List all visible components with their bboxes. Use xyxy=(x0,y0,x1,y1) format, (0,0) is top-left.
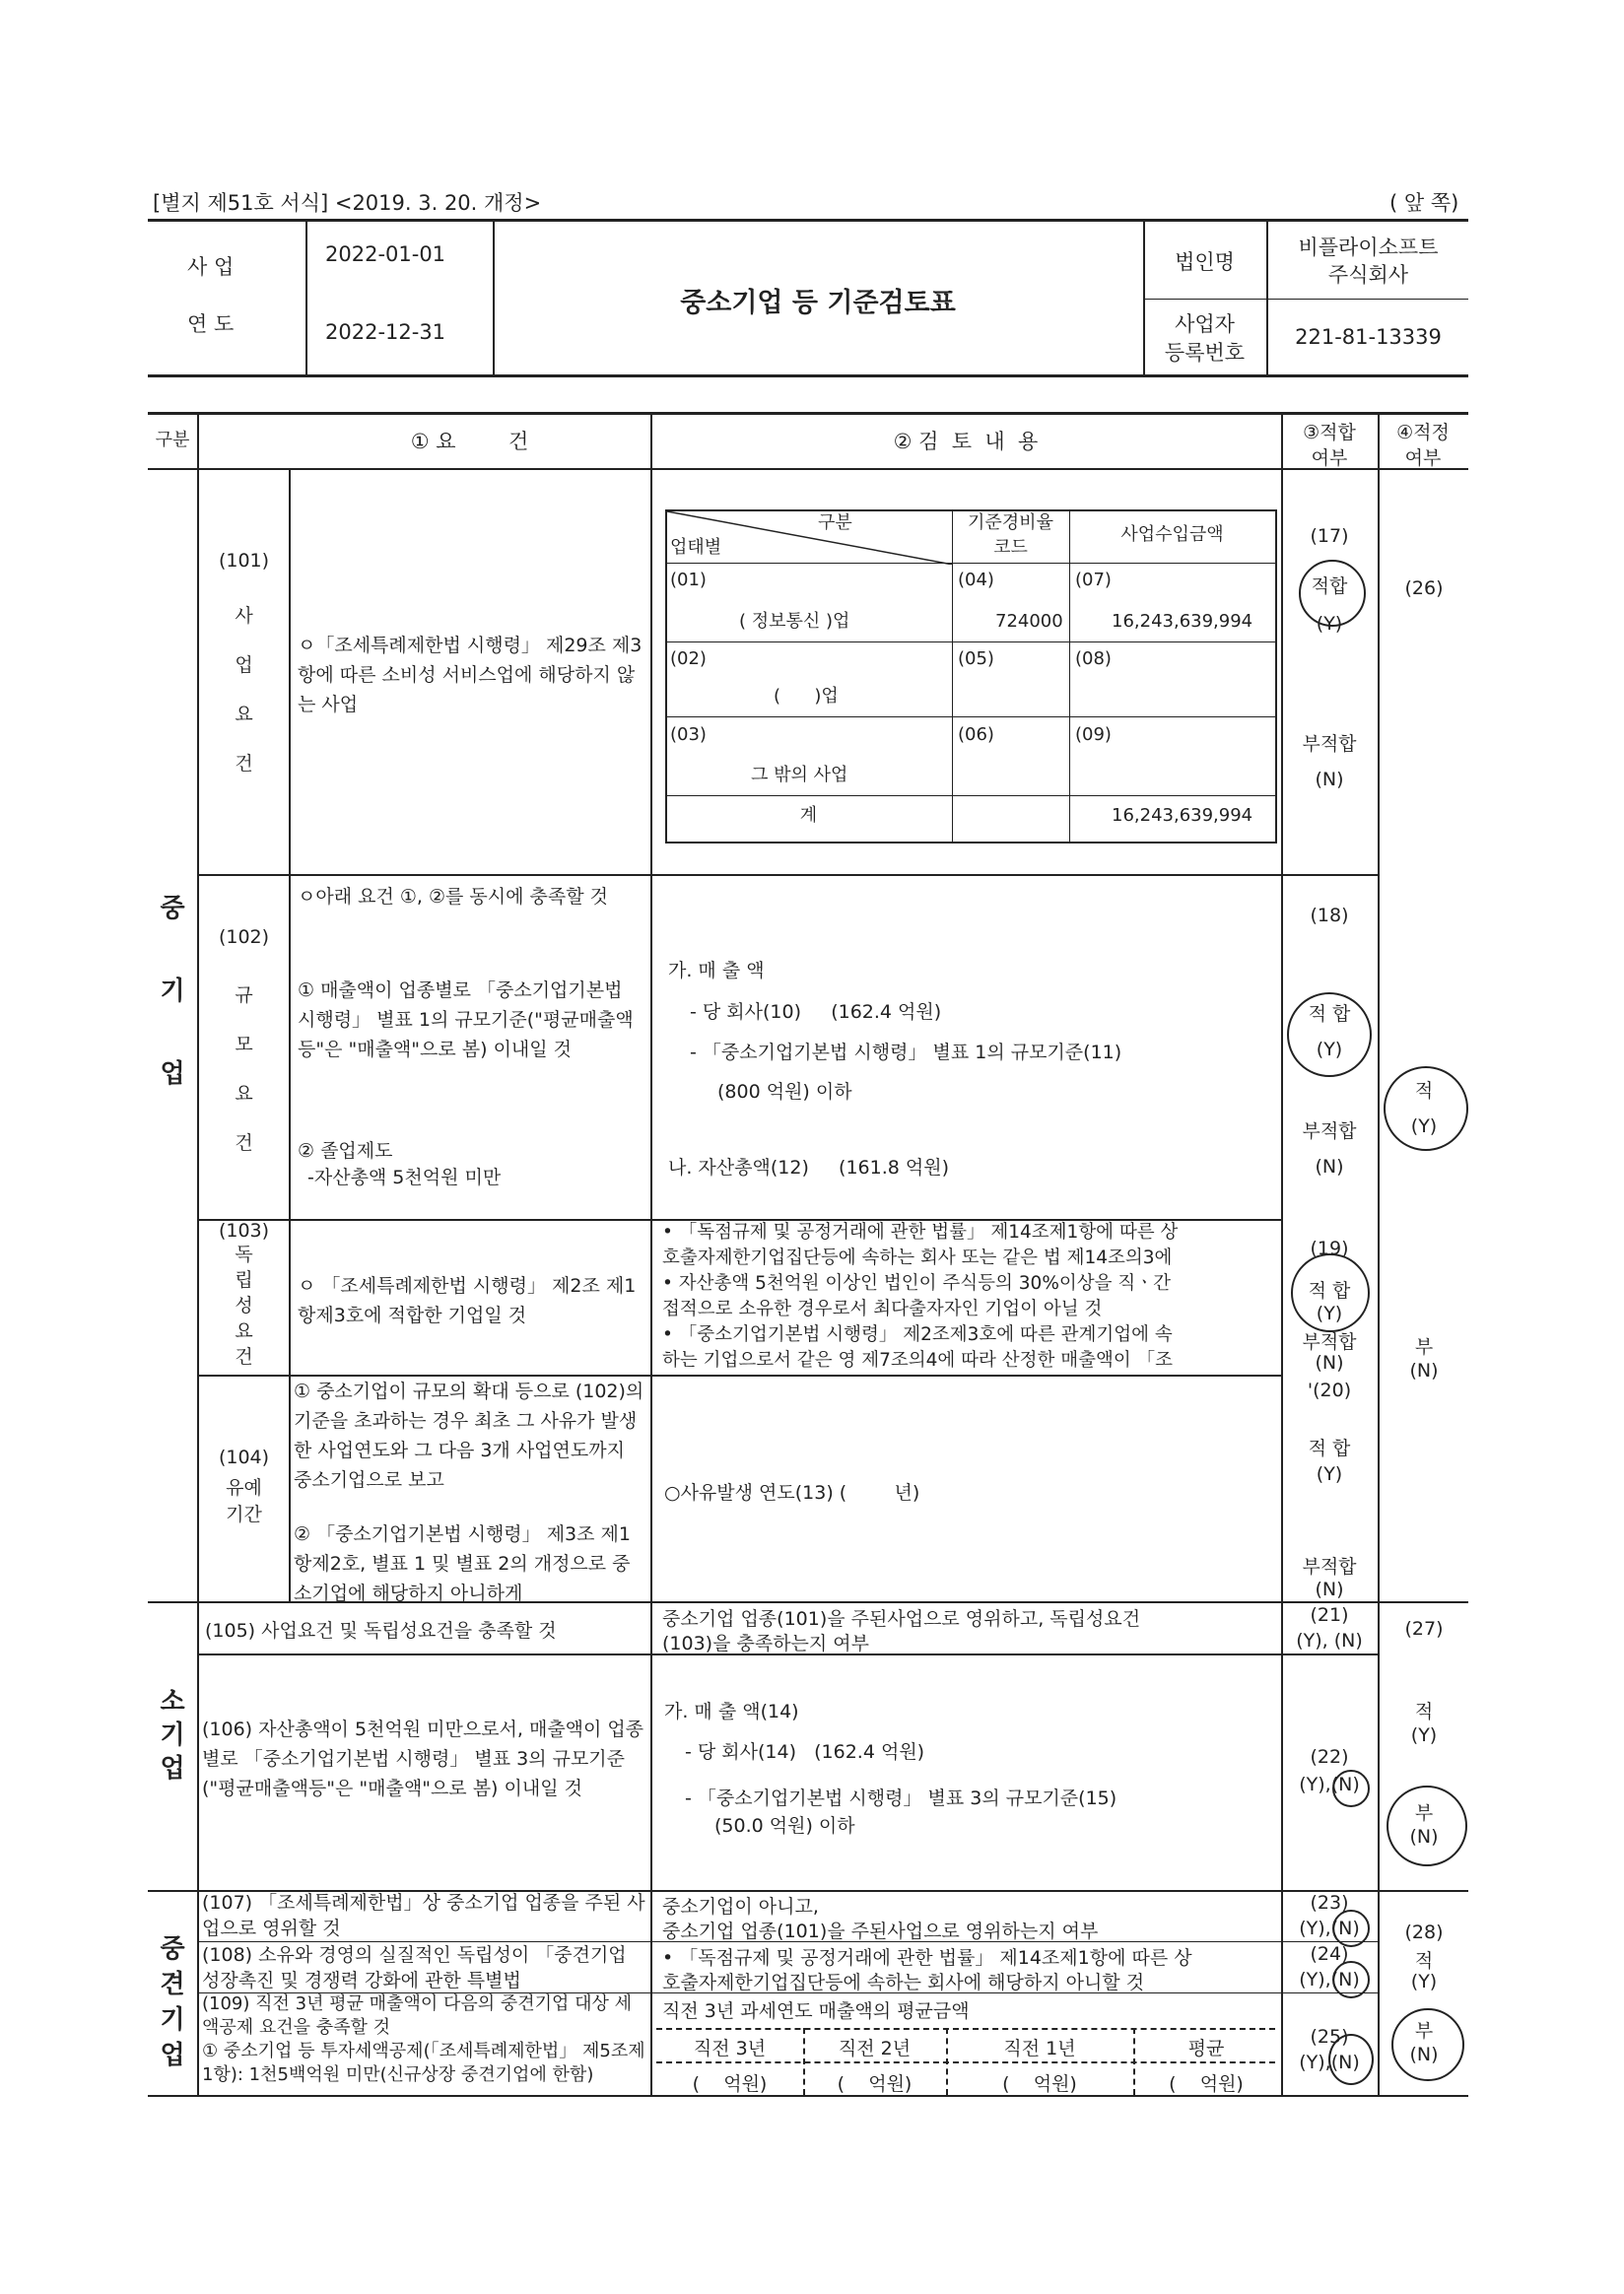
row104-fit-no-1: 부적합 xyxy=(1302,1556,1357,1578)
row105-fit-1: (21) xyxy=(1310,1604,1349,1626)
row101-proper-no: (26) xyxy=(1404,577,1444,599)
row103-rev-2: 호출자제한기업집단등에 속하는 회사 또는 같은 법 제14조의3에 xyxy=(662,1248,1173,1268)
row108-rev-2: 호출자제한기업집단등에 속하는 회사에 해당하지 아니할 것 xyxy=(662,1972,1145,1993)
inner-h-amount: 사업수입금액 xyxy=(1120,524,1224,545)
row104-req-2: ② 「중소기업기본법 시행령」 제3조 제1항제2호, 별표 1 및 별표 2의 개정으로 중소기업에 해당하지 아니하게 xyxy=(294,1523,631,1604)
row109-val-4: ( 억원) xyxy=(1169,2073,1244,2095)
row102-fit-yes-1: 적 합 xyxy=(1308,1003,1351,1025)
group-sme-char-3: 업 xyxy=(160,1059,185,1089)
row106-proper-n1: 부 xyxy=(1414,1802,1434,1824)
period-start: 2022-01-01 xyxy=(325,242,446,266)
mid-proper-num: (28) xyxy=(1404,1922,1444,1943)
row109-rev-title: 직전 3년 과세연도 매출액의 평균금액 xyxy=(662,2000,970,2022)
row105-requirement: (105) 사업요건 및 독립성요건을 충족할 것 xyxy=(205,1620,557,1642)
row102-req-2b: -자산총액 5천억원 미만 xyxy=(307,1167,502,1188)
inner-row-2 xyxy=(665,716,1275,717)
row104-fit-yes-1: 적 합 xyxy=(1308,1438,1351,1459)
group-label-small xyxy=(148,1685,197,1786)
col-header-proper-1: ④적정 xyxy=(1396,422,1450,443)
row108-rev-1: • 「독점규제 및 공정거래에 관한 법률」 제14조제1항에 따른 상 xyxy=(662,1947,1192,1969)
inner-row2-name: ( )업 xyxy=(774,686,839,707)
col-header-bottom xyxy=(148,468,1468,470)
group-label-sme xyxy=(148,887,197,1135)
reg-label-2: 등록번호 xyxy=(1164,341,1246,365)
row101-name-char-2: 업 xyxy=(235,654,253,676)
row101-fit-no-1: 부적합 xyxy=(1302,733,1357,755)
row107-rev-2: 중소기업 업종(101)을 주된사업으로 영위하는지 여부 xyxy=(662,1921,1099,1942)
row102-req-2a: ② 졸업제도 xyxy=(298,1140,393,1162)
row103-rev-4: 접적으로 소유한 경우로서 최다출자자인 기업이 아닐 것 xyxy=(662,1299,1103,1319)
row106-fit-1: (22) xyxy=(1310,1746,1349,1768)
row102-req-intro: ㅇ아래 요건 ①, ②를 동시에 충족할 것 xyxy=(298,886,608,908)
row102-num: (102) xyxy=(218,926,270,948)
row107-fit-n-circle xyxy=(1332,1910,1370,1947)
col-header-review: ② 검 토 내 용 xyxy=(893,430,1039,453)
group-mid-char-4: 업 xyxy=(160,2041,185,2070)
row109-dash-mid xyxy=(656,2061,1275,2063)
group-mid-char-3: 기 xyxy=(160,2005,185,2035)
group-mid-char-1: 중 xyxy=(160,1934,185,1964)
header-bottom-border xyxy=(148,374,1468,377)
row107-fit-1: (23) xyxy=(1310,1892,1349,1914)
row103-name-char-4: 요 xyxy=(235,1320,253,1342)
year-label-1: 사 업 xyxy=(187,255,235,279)
row103-rev-6: 하는 기업으로서 같은 영 제7조의4에 따라 산정한 매출액이 「조 xyxy=(662,1350,1173,1371)
row106-rev-a2: - 「중소기업기본법 시행령」 별표 3의 규모기준(15) xyxy=(685,1788,1117,1809)
row104-name-1: 유예 xyxy=(226,1477,262,1499)
row108-fit-n-circle xyxy=(1332,1961,1370,1998)
row102-rev-b: 나. 자산총액(12) (161.8 억원) xyxy=(668,1157,950,1179)
row103-name-char-1: 독 xyxy=(235,1244,253,1265)
row103-name xyxy=(199,1242,289,1370)
row109-fit-n-circle xyxy=(1328,2034,1374,2085)
row104-fit-yes-2: (Y) xyxy=(1316,1463,1343,1485)
row103-proper-1: 부 xyxy=(1414,1336,1434,1358)
row103-rev-1: • 「독점규제 및 공정거래에 관한 법률」 제14조제1항에 따른 상 xyxy=(662,1222,1179,1243)
reg-label-1: 사업자 xyxy=(1175,312,1235,336)
col-header-fit-1: ③적합 xyxy=(1303,422,1356,443)
row106-fit-2: (Y),(N) xyxy=(1299,1774,1360,1795)
row107-requirement: (107) 「조세특례제한법」상 중소기업 업종을 주된 사업으로 영위할 것 xyxy=(202,1892,645,1939)
row102-name-char-2: 모 xyxy=(235,1034,253,1055)
inner-row1-amt: 16,243,639,994 xyxy=(1112,611,1253,632)
row108-fit-1: (24) xyxy=(1310,1943,1349,1965)
year-label-2: 연 도 xyxy=(187,312,235,336)
row109-req-1: (109) 직전 3년 평균 매출액이 다음의 중견기업 대상 세액공제 요건을 충족할 것 xyxy=(202,1993,632,2038)
row-line-101-102 xyxy=(197,874,1380,876)
corp-name-1: 비플라이소프트 xyxy=(1298,236,1439,259)
inner-row3-amt-no: (09) xyxy=(1075,724,1112,745)
corp-name-2: 주식회사 xyxy=(1327,263,1409,287)
reg-number: 221-81-13339 xyxy=(1295,325,1442,349)
group-small-char-2: 기 xyxy=(160,1720,185,1750)
mid-proper-y2: (Y) xyxy=(1410,1971,1438,1992)
row102-rev-a1: - 당 회사(10) (162.4 억원) xyxy=(690,1001,942,1023)
row109-col-2: 직전 2년 xyxy=(838,2038,912,2059)
row109-req-2: ① 중소기업 등 투자세액공제(「조세특례제한법」 제5조제1항): 1천5백억원 미만(신규상장 중견기업에 한함) xyxy=(202,2041,645,2085)
corp-label: 법인명 xyxy=(1175,250,1235,274)
row103-name-char-3: 성 xyxy=(235,1295,253,1316)
row106-rev-a1: - 당 회사(14) (162.4 억원) xyxy=(685,1741,925,1763)
row109-val-3: ( 억원) xyxy=(1002,2073,1077,2095)
inner-row2-amt-no: (08) xyxy=(1075,648,1112,669)
row104-req-1: ① 중소기업이 규모의 확대 등으로 (102)의 기준을 초과하는 경우 최초 그 사유가 발생한 사업연도와 그 다음 3개 사업연도까지 중소기업으로 보고 xyxy=(294,1381,644,1491)
inner-row1-no: (01) xyxy=(670,570,707,590)
row103-num: (103) xyxy=(218,1220,270,1242)
col-line-req xyxy=(650,412,652,2097)
row109-col-1: 직전 3년 xyxy=(693,2038,767,2059)
row104-num: (104) xyxy=(218,1447,270,1468)
group-sme-char-1: 중 xyxy=(160,894,185,923)
inner-row-h xyxy=(665,563,1275,564)
group-small-char-1: 소 xyxy=(160,1687,185,1717)
row103-requirement: ㅇ 「조세특례제한법 시행령」 제2조 제1항제3호에 적합한 기업일 것 xyxy=(298,1275,637,1326)
row105-rev-2: (103)을 충족하는지 여부 xyxy=(662,1633,870,1654)
row106-proper-y1: 적 xyxy=(1414,1701,1434,1722)
row103-fit-no-2: (N) xyxy=(1315,1352,1344,1374)
inner-row2-no: (02) xyxy=(670,648,707,669)
inner-h-type: 업태별 xyxy=(670,537,722,558)
row103-review xyxy=(662,1220,1278,1374)
header-mid-line xyxy=(1143,299,1468,300)
row109-dash-top xyxy=(656,2028,1275,2030)
row103-fit-no: (19) xyxy=(1310,1238,1349,1259)
row106-rev-a: 가. 매 출 액(14) xyxy=(664,1701,799,1722)
main-top-border xyxy=(148,412,1468,415)
row102-name-char-1: 규 xyxy=(235,984,253,1006)
row101-fit-yes-2: (Y) xyxy=(1316,613,1343,635)
row102-rev-a2: - 「중소기업기본법 시행령」 별표 1의 규모기준(11) xyxy=(690,1042,1122,1063)
col-header-proper-2: 여부 xyxy=(1404,447,1442,469)
col-header-requirement: ① 요 건 xyxy=(410,430,529,453)
row102-name-char-3: 요 xyxy=(235,1083,253,1105)
page-side-label: ( 앞 쪽) xyxy=(1389,191,1459,215)
group-mid-char-2: 견 xyxy=(160,1970,185,1999)
row108-requirement: (108) 소유와 경영의 실질적인 독립성이 「중견기업 성장촉진 및 경쟁력 강화에 관한 특별법 xyxy=(202,1944,627,1991)
row108-fit-2: (Y),(N) xyxy=(1299,1969,1360,1990)
row104-review: ○사유발생 연도(13) ( 년) xyxy=(664,1482,920,1504)
row102-name-char-4: 건 xyxy=(235,1132,253,1154)
inner-col-2 xyxy=(1069,509,1070,843)
row106-requirement: (106) 자산총액이 5천억원 미만으로서, 매출액이 업종별로 「중소기업기본법 시행령」 별표 3의 규모기준("평균매출액등"은 "매출액"으로 봄) 이내일 것 xyxy=(202,1719,644,1799)
period-end: 2022-12-31 xyxy=(325,320,446,344)
inner-row3-name: 그 밖의 사업 xyxy=(751,765,848,785)
row103-name-char-2: 립 xyxy=(235,1269,253,1291)
row105-fit-2: (Y), (N) xyxy=(1296,1630,1363,1652)
row105-rev-1: 중소기업 업종(101)을 주된사업으로 영위하고, 독립성요건 xyxy=(662,1608,1141,1630)
row102-proper-1: 적 xyxy=(1414,1080,1434,1102)
row102-fit-yes-2: (Y) xyxy=(1316,1039,1343,1060)
row109-val-2: ( 억원) xyxy=(837,2073,913,2095)
mid-proper-n2: (N) xyxy=(1409,2044,1439,2065)
row109-fit-2: (Y),(N) xyxy=(1299,2052,1360,2073)
row102-fit-no-1: 부적합 xyxy=(1302,1120,1357,1142)
inner-h-code-2: 코드 xyxy=(993,537,1028,558)
inner-h-code-1: 기준경비율 xyxy=(968,512,1053,533)
mid-proper-y1: 적 xyxy=(1414,1950,1434,1972)
row102-fit-no: (18) xyxy=(1310,905,1349,926)
row103-proper-2: (N) xyxy=(1409,1360,1439,1382)
row102-rev-a: 가. 매 출 액 xyxy=(668,960,765,981)
inner-row1-code: 724000 xyxy=(995,611,1063,632)
col-line-name xyxy=(289,468,291,1601)
row101-name-char-4: 건 xyxy=(235,753,253,775)
form-title: 중소기업 등 기준검토표 xyxy=(680,288,956,318)
row101-name xyxy=(199,591,289,788)
row101-fit-no: (17) xyxy=(1310,525,1349,547)
inner-total-amt: 16,243,639,994 xyxy=(1112,805,1253,826)
row107-rev-1: 중소기업이 아니고, xyxy=(662,1896,819,1918)
top-border xyxy=(148,219,1468,222)
row101-num: (101) xyxy=(218,550,270,572)
row102-name xyxy=(199,971,289,1168)
group-small-char-3: 업 xyxy=(160,1754,185,1784)
inner-row3-no: (03) xyxy=(670,724,707,745)
row106-proper-y2: (Y) xyxy=(1410,1724,1438,1746)
row101-name-char-1: 사 xyxy=(235,605,253,627)
col-header-category: 구분 xyxy=(155,430,190,450)
row103-fit-yes-1: 적 합 xyxy=(1308,1280,1351,1302)
row102-rev-a3: (800 억원) 이하 xyxy=(717,1081,852,1103)
row104-fit-no: '(20) xyxy=(1307,1380,1352,1401)
row109-col-4: 평균 xyxy=(1187,2038,1225,2059)
row103-name-char-5: 건 xyxy=(235,1346,253,1368)
row101-fit-no-2: (N) xyxy=(1315,769,1344,790)
row106-proper-n2: (N) xyxy=(1409,1826,1439,1848)
inner-row3-code-no: (06) xyxy=(958,724,994,745)
row109-val-1: ( 억원) xyxy=(692,2073,768,2095)
inner-row-1 xyxy=(665,641,1275,642)
row107-fit-2: (Y),(N) xyxy=(1299,1918,1360,1939)
row103-rev-3: • 자산총액 5천억원 이상인 법인이 주식등의 30%이상을 직ㆍ간 xyxy=(662,1273,1172,1294)
row101-requirement: ㅇ「조세특례제한법 시행령」 제29조 제3항에 따른 소비성 서비스업에 해당하지 않는 사업 xyxy=(298,635,643,715)
inner-row-3 xyxy=(665,795,1275,796)
group-label-mid xyxy=(148,1931,197,2073)
row101-name-char-3: 요 xyxy=(235,704,253,725)
row104-fit-no-2: (N) xyxy=(1315,1579,1344,1600)
row106-rev-a3: (50.0 억원) 이하 xyxy=(714,1815,855,1837)
row106-fit-n-circle xyxy=(1332,1770,1370,1807)
form-label: [별지 제51호 서식] <2019. 3. 20. 개정> xyxy=(153,191,542,215)
inner-row1-name: ( 정보통신 )업 xyxy=(739,611,850,632)
row103-fit-no-1: 부적합 xyxy=(1302,1331,1357,1353)
inner-row2-code-no: (05) xyxy=(958,648,994,669)
row101-fit-yes-1: 적합 xyxy=(1311,575,1348,597)
inner-row1-amt-no: (07) xyxy=(1075,570,1112,590)
row102-req-1: ① 매출액이 업종별로 「중소기업기본법 시행령」 별표 1의 규모기준("평균매출액등"은 "매출액"으로 봄) 이내일 것 xyxy=(298,979,634,1060)
inner-total-label: 계 xyxy=(799,805,818,826)
row104-name-2: 기간 xyxy=(226,1504,262,1525)
row102-fit-no-2: (N) xyxy=(1315,1156,1344,1178)
mid-proper-n1: 부 xyxy=(1414,2020,1434,2042)
col-header-fit-2: 여부 xyxy=(1311,447,1348,469)
row102-proper-2: (Y) xyxy=(1410,1115,1438,1137)
row105-proper: (27) xyxy=(1404,1618,1444,1640)
inner-row1-code-no: (04) xyxy=(958,570,994,590)
row103-rev-5: • 「중소기업기본법 시행령」 제2조제3호에 따른 관계기업에 속 xyxy=(662,1324,1173,1345)
group-sme-char-2: 기 xyxy=(160,977,185,1006)
row103-fit-yes-2: (Y) xyxy=(1316,1303,1343,1324)
row109-fit-1: (25) xyxy=(1310,2026,1349,2048)
header-divider-1 xyxy=(305,219,307,374)
row109-col-3: 직전 1년 xyxy=(1003,2038,1076,2059)
inner-h-kind: 구분 xyxy=(818,512,852,533)
